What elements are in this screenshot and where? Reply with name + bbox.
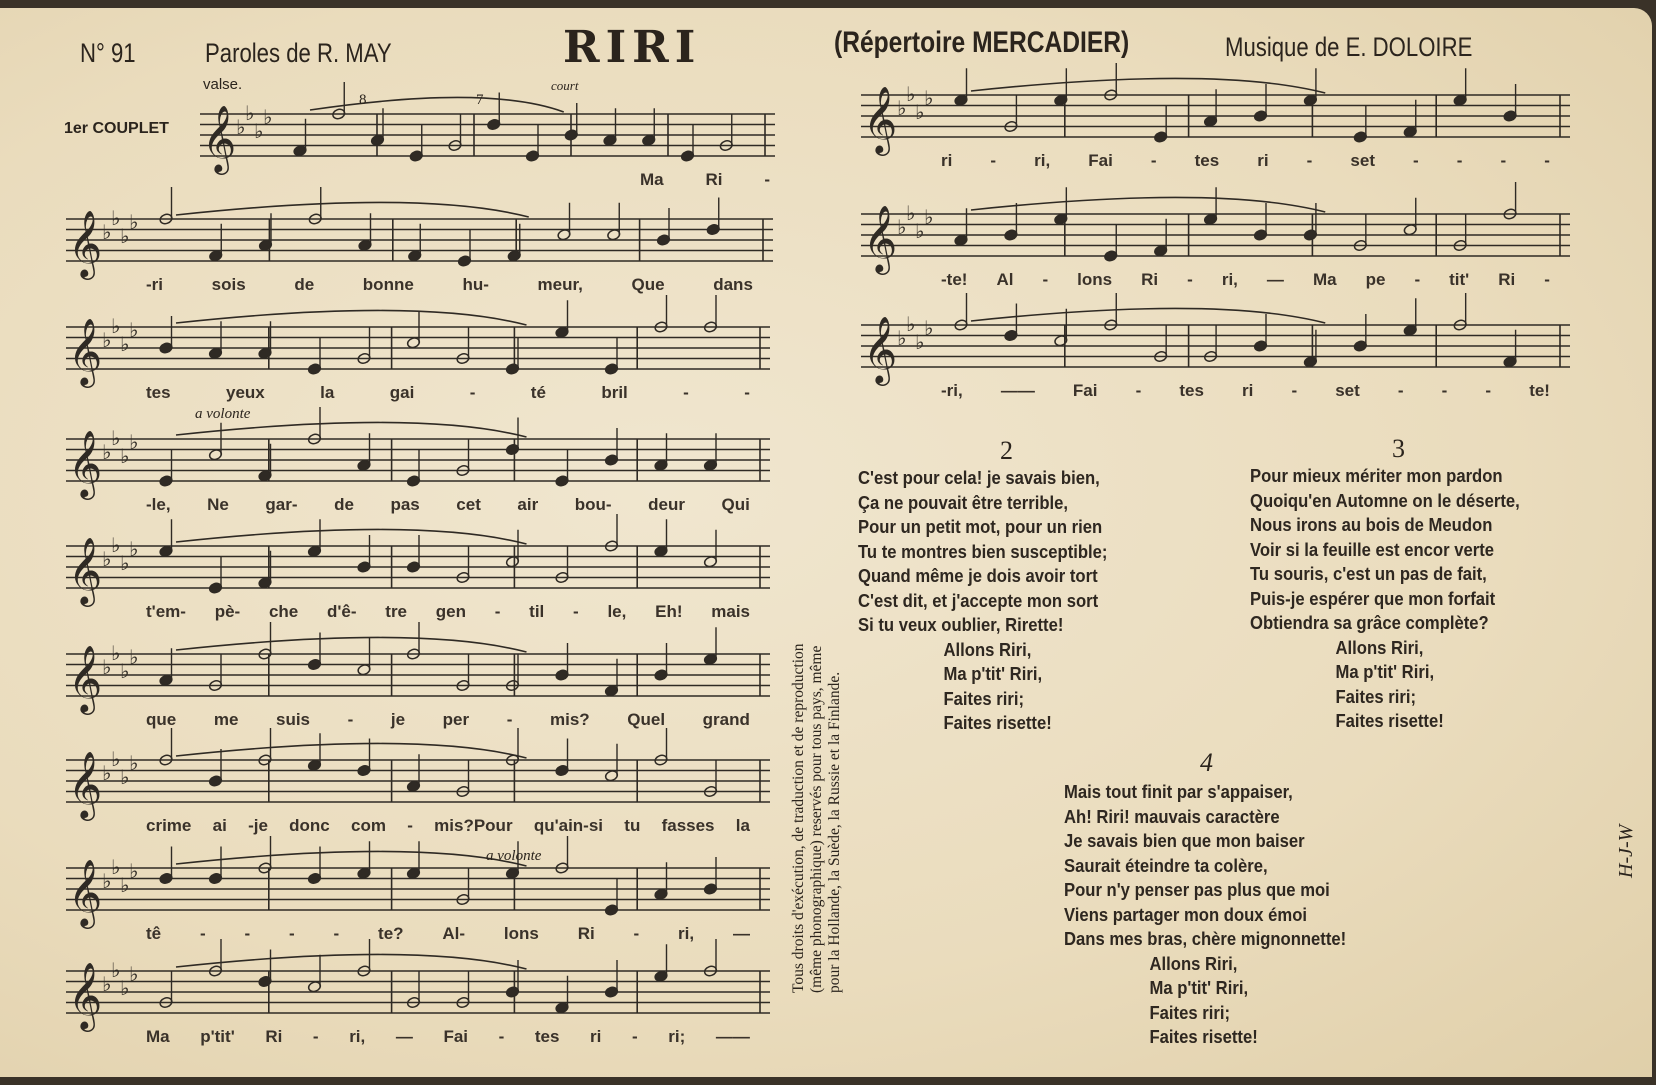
lyric-syllable: mis? xyxy=(550,710,590,729)
treble-clef-icon: 𝄞 xyxy=(68,536,103,604)
flat-icon: ♭ xyxy=(111,426,121,450)
verse-2 xyxy=(858,466,1107,736)
lyric-syllable: - xyxy=(1135,381,1142,400)
lyric-syllable: Ri xyxy=(265,1027,283,1046)
refrain-line: Faites riri; xyxy=(1335,685,1417,707)
verse-line: Tu te montres bien susceptible; xyxy=(858,540,1108,562)
treble-clef-icon: 𝄞 xyxy=(68,317,103,385)
verse-number: 3 xyxy=(1392,434,1405,463)
postcard xyxy=(0,8,1652,1077)
flat-icon: ♭ xyxy=(129,962,139,986)
verse-line: Quoiqu'en Automne on le déserte, xyxy=(1250,489,1520,511)
lyric-syllable: - xyxy=(633,924,640,943)
lyric-syllable: tre xyxy=(385,602,408,621)
lyric-syllable: Qui xyxy=(721,495,750,514)
lyric-syllable: - xyxy=(494,602,501,621)
lyric-syllable: la xyxy=(735,816,750,835)
verse-line: C'est dit, et j'accepte mon sort xyxy=(858,589,1099,611)
lyric-syllable: Eh! xyxy=(655,602,683,621)
refrain-line: Allons Riri, xyxy=(1149,952,1238,974)
verse-line: Pour mieux mériter mon pardon xyxy=(1250,465,1503,486)
lyric-syllable: - xyxy=(289,924,295,943)
refrain-line: Faites risette! xyxy=(1335,710,1444,731)
verse-3 xyxy=(1250,464,1520,734)
lyric-syllable: - xyxy=(244,924,251,943)
copyright-line: pour la Hollande, la Suède, la Russie et la Finlande. xyxy=(826,671,843,993)
lyric-syllable: donc xyxy=(289,816,330,835)
verse-line: Mais tout finit par s'appaiser, xyxy=(1064,781,1293,802)
lyric-syllable: -le, xyxy=(146,495,171,514)
lyric-syllable: ri xyxy=(941,151,953,170)
lyrics-line xyxy=(146,495,750,515)
flat-icon: ♭ xyxy=(120,332,130,356)
repertoire: (Répertoire MERCADIER) xyxy=(834,26,1130,59)
refrain-line: Faites riri; xyxy=(943,687,1025,709)
lyric-syllable: fasses xyxy=(661,816,715,835)
lyric-syllable: Al- xyxy=(442,924,466,943)
refrain-line: Allons Riri, xyxy=(943,638,1032,660)
lyric-syllable: - xyxy=(1441,381,1448,400)
flat-icon: ♭ xyxy=(129,210,139,234)
lyric-syllable: ri, xyxy=(1034,151,1051,170)
refrain-line: Allons Riri, xyxy=(1335,636,1424,658)
lyric-syllable: le, xyxy=(607,602,627,621)
flat-icon: ♭ xyxy=(111,958,121,982)
refrain-line: Ma p'tit' Riri, xyxy=(943,663,1043,684)
lyric-syllable: til xyxy=(529,602,545,621)
lyric-syllable: té xyxy=(530,383,546,402)
lyric-syllable: - xyxy=(1500,151,1507,170)
lyric-syllable: - xyxy=(1306,151,1313,170)
lyric-syllable: pas xyxy=(390,495,420,514)
treble-clef-icon: 𝄞 xyxy=(68,858,103,926)
lyric-syllable: - xyxy=(1413,151,1419,170)
lyric-syllable: — xyxy=(732,924,750,943)
lyric-syllable: tes xyxy=(1179,381,1204,400)
refrain-line: Ma p'tit' Riri, xyxy=(1149,977,1249,998)
verse-number: 2 xyxy=(1000,436,1013,465)
lyrics-line xyxy=(146,1027,750,1047)
flat-icon: ♭ xyxy=(102,655,112,679)
flat-icon: ♭ xyxy=(129,430,139,454)
lyric-syllable: -je xyxy=(248,816,268,835)
refrain-line: Ma p'tit' Riri, xyxy=(1335,661,1435,682)
lyric-syllable: meur, xyxy=(537,275,583,294)
flat-icon: ♭ xyxy=(915,330,925,354)
flat-icon: ♭ xyxy=(102,869,112,893)
lyric-syllable: pè- xyxy=(214,602,241,621)
couplet-label: 1er COUPLET xyxy=(64,120,169,137)
lyric-syllable: - xyxy=(1485,381,1492,400)
lyric-syllable: - xyxy=(990,151,997,170)
copyright-line: Tous droits d'exécution, de traduction et de reproduction xyxy=(790,643,807,993)
lyric-syllable: tu xyxy=(624,816,641,835)
lyricist: Paroles de R. MAY xyxy=(205,38,392,68)
song-number: N° 91 xyxy=(80,38,136,68)
copyright-line: (même phonographique) reservés pour tous pays, même xyxy=(808,645,825,993)
lyric-syllable: bou- xyxy=(574,495,612,514)
treble-clef-icon: 𝄞 xyxy=(68,644,103,712)
flat-icon: ♭ xyxy=(120,444,130,468)
lyric-syllable: ri xyxy=(1257,151,1269,170)
lyric-syllable: - xyxy=(506,710,513,729)
lyric-syllable: p'tit' xyxy=(200,1027,235,1046)
lyric-syllable: set xyxy=(1350,151,1375,170)
publisher-mark: H-J-W xyxy=(1615,824,1637,878)
lyric-syllable: - xyxy=(1187,270,1193,289)
flat-icon: ♭ xyxy=(906,201,916,225)
lyric-syllable: suis xyxy=(276,710,311,729)
flat-icon: ♭ xyxy=(906,82,916,106)
lyric-syllable: per xyxy=(442,710,470,729)
flat-icon: ♭ xyxy=(245,101,255,125)
flat-icon: ♭ xyxy=(915,219,925,243)
flat-icon: ♭ xyxy=(263,105,273,129)
lyric-syllable: -ri xyxy=(146,275,163,294)
flat-icon: ♭ xyxy=(236,115,246,139)
flat-icon: ♭ xyxy=(120,873,130,897)
verse-4 xyxy=(1064,780,1346,1050)
lyric-syllable: - xyxy=(1397,381,1404,400)
lyric-syllable: mis?Pour xyxy=(434,816,513,835)
flat-icon: ♭ xyxy=(102,972,112,996)
refrain-line: Faites risette! xyxy=(943,712,1052,733)
slur xyxy=(176,637,527,652)
verse-line: Viens partager mon doux émoi xyxy=(1064,903,1308,925)
lyric-syllable: — xyxy=(1266,270,1284,289)
lyrics-line xyxy=(640,170,770,190)
lyric-syllable: bril xyxy=(601,383,628,402)
lyric-syllable: de xyxy=(334,495,354,514)
treble-clef-icon: 𝄞 xyxy=(68,961,103,1029)
lyric-syllable: - xyxy=(199,924,206,943)
flat-icon: ♭ xyxy=(120,659,130,683)
lyric-syllable: - xyxy=(1544,151,1550,170)
flat-icon: ♭ xyxy=(129,318,139,342)
verse-line: Pour n'y penser pas plus que moi xyxy=(1064,879,1330,900)
verse-number: 4 xyxy=(1200,748,1213,777)
lyric-syllable: que xyxy=(146,710,177,729)
slur xyxy=(176,202,529,217)
flat-icon: ♭ xyxy=(102,440,112,464)
flat-icon: ♭ xyxy=(129,859,139,883)
lyric-syllable: tes xyxy=(146,383,171,402)
lyric-syllable: pe xyxy=(1365,270,1386,289)
lyric-syllable: te! xyxy=(1529,381,1550,400)
lyric-syllable: Que xyxy=(631,275,665,294)
lyrics-line xyxy=(146,383,750,403)
lyric-syllable: che xyxy=(268,602,299,621)
lyric-syllable: - xyxy=(469,383,476,402)
lyric-syllable: -te! xyxy=(941,270,968,289)
lyric-syllable: —— xyxy=(1000,381,1035,400)
lyric-syllable: - xyxy=(333,924,340,943)
lyric-syllable: cet xyxy=(456,495,481,514)
lyric-syllable: gai xyxy=(389,383,415,402)
lyric-syllable: - xyxy=(312,1027,319,1046)
treble-clef-icon: 𝄞 xyxy=(68,750,103,818)
verse-line: Pour un petit mot, pour un rien xyxy=(858,516,1103,537)
flat-icon: ♭ xyxy=(102,547,112,571)
flat-icon: ♭ xyxy=(915,100,925,124)
lyric-syllable: -ri, xyxy=(941,381,963,400)
treble-clef-icon: 𝄞 xyxy=(68,429,103,497)
lyric-syllable: gen xyxy=(435,602,466,621)
lyric-syllable: je xyxy=(390,710,406,729)
verse-line: Je savais bien que mon baiser xyxy=(1064,830,1305,851)
lyric-syllable: Fai xyxy=(443,1027,468,1046)
lyric-syllable: ri, xyxy=(349,1027,366,1046)
verse-line: C'est pour cela! je savais bien, xyxy=(858,467,1100,488)
lyric-syllable: deur xyxy=(648,495,685,514)
slur xyxy=(971,78,1325,93)
flat-icon: ♭ xyxy=(120,976,130,1000)
treble-clef-icon: 𝄞 xyxy=(863,204,898,272)
lyric-syllable: qu'ain-si xyxy=(533,816,604,835)
lyric-syllable: d'ê- xyxy=(326,602,357,621)
flat-icon: ♭ xyxy=(129,645,139,669)
lyric-syllable: lons xyxy=(1077,270,1113,289)
lyrics-line xyxy=(941,381,1550,401)
slur xyxy=(971,308,1325,323)
flat-icon: ♭ xyxy=(102,761,112,785)
flat-icon: ♭ xyxy=(906,312,916,336)
lyrics-line xyxy=(941,270,1550,290)
copyright-notice xyxy=(790,644,844,994)
treble-clef-icon: 𝄞 xyxy=(863,315,898,383)
lyric-syllable: yeux xyxy=(225,383,265,402)
flat-icon: ♭ xyxy=(111,641,121,665)
lyric-syllable: air xyxy=(517,495,539,514)
lyric-syllable: te? xyxy=(378,924,404,943)
slur xyxy=(176,743,527,758)
flat-icon: ♭ xyxy=(897,326,907,350)
slur xyxy=(310,97,564,112)
verse-line: Saurait éteindre ta colère, xyxy=(1064,854,1268,876)
lyrics-line xyxy=(146,924,750,944)
lyrics-line xyxy=(146,602,750,622)
lyric-syllable: - xyxy=(764,170,770,189)
lyric-syllable: - xyxy=(1544,270,1550,289)
lyrics-line xyxy=(146,710,750,730)
lyric-syllable: tit' xyxy=(1449,270,1470,289)
lyric-syllable: crime xyxy=(146,816,192,835)
lyric-syllable: ri xyxy=(1242,381,1254,400)
lyric-syllable: Ri xyxy=(577,924,595,943)
lyric-syllable: Ri xyxy=(1498,270,1516,289)
lyric-syllable: lons xyxy=(503,924,539,943)
flat-icon: ♭ xyxy=(111,747,121,771)
court-marking: court xyxy=(551,78,579,93)
lyric-syllable: ri; xyxy=(668,1027,686,1046)
treble-clef-icon: 𝄞 xyxy=(202,104,237,172)
lyric-syllable: - xyxy=(1042,270,1049,289)
flat-icon: ♭ xyxy=(111,533,121,557)
lyric-syllable: mais xyxy=(711,602,750,621)
lyric-syllable: la xyxy=(320,383,335,402)
flat-icon: ♭ xyxy=(102,220,112,244)
verse-line: Dans mes bras, chère mignonnette! xyxy=(1064,928,1347,949)
lyric-syllable: sois xyxy=(211,275,246,294)
verse-line: Ça ne pouvait être terrible, xyxy=(858,491,1069,513)
slur xyxy=(176,310,527,325)
slur xyxy=(971,197,1325,212)
lyric-syllable: - xyxy=(744,383,750,402)
lyric-syllable: t'em- xyxy=(146,602,186,621)
flat-icon: ♭ xyxy=(111,206,121,230)
lyric-syllable: Ma xyxy=(146,1027,170,1046)
verse-line: Quand même je dois avoir tort xyxy=(858,565,1098,586)
flat-icon: ♭ xyxy=(111,314,121,338)
rest-count-8: 8 xyxy=(359,92,367,108)
flat-icon: ♭ xyxy=(102,328,112,352)
verse-line: Ah! Riri! mauvais caractère xyxy=(1064,805,1280,827)
composer: Musique de E. DOLOIRE xyxy=(1225,32,1473,62)
lyric-syllable: ri, xyxy=(1221,270,1238,289)
flat-icon: ♭ xyxy=(254,119,264,143)
lyric-syllable: — xyxy=(395,1027,413,1046)
lyrics-line xyxy=(941,151,1550,171)
refrain-line: Faites riri; xyxy=(1149,1001,1231,1023)
lyrics-line xyxy=(146,275,753,295)
lyrics-line xyxy=(146,816,750,836)
lyric-syllable: set xyxy=(1335,381,1360,400)
slur xyxy=(176,954,527,969)
lyric-syllable: tes xyxy=(1194,151,1220,170)
lyric-syllable: - xyxy=(407,816,413,835)
lyric-syllable: —— xyxy=(715,1027,750,1046)
flat-icon: ♭ xyxy=(924,316,934,340)
a-volonte-marking: a volonte xyxy=(486,848,542,864)
flat-icon: ♭ xyxy=(120,765,130,789)
flat-icon: ♭ xyxy=(120,551,130,575)
flat-icon: ♭ xyxy=(129,537,139,561)
lyric-syllable: tê xyxy=(146,924,162,943)
lyric-syllable: - xyxy=(1456,151,1463,170)
lyric-syllable: Quel xyxy=(627,710,666,729)
lyric-syllable: gar- xyxy=(265,495,298,514)
a-volonte-marking: a volonte xyxy=(195,406,251,422)
flat-icon: ♭ xyxy=(924,205,934,229)
rest-count-7: 7 xyxy=(476,92,484,108)
verse-line: Puis-je espérer que mon forfait xyxy=(1250,587,1496,609)
slur xyxy=(176,851,527,866)
slur xyxy=(176,529,527,544)
slur xyxy=(176,422,527,437)
lyric-syllable: com xyxy=(351,816,386,835)
verse-line: Voir si la feuille est encor verte xyxy=(1250,538,1494,560)
lyric-syllable: Ma xyxy=(640,170,664,189)
flat-icon: ♭ xyxy=(897,96,907,120)
flat-icon: ♭ xyxy=(897,215,907,239)
lyric-syllable: - xyxy=(1414,270,1421,289)
lyric-syllable: Ne xyxy=(207,495,229,514)
lyric-syllable: - xyxy=(498,1027,505,1046)
flat-icon: ♭ xyxy=(111,855,121,879)
tempo-marking: valse. xyxy=(203,76,243,93)
lyric-syllable: hu- xyxy=(462,275,489,294)
verse-line: Nous irons au bois de Meudon xyxy=(1250,514,1493,535)
flat-icon: ♭ xyxy=(120,224,130,248)
lyric-syllable: ri xyxy=(590,1027,602,1046)
lyric-syllable: - xyxy=(573,602,579,621)
lyric-syllable: de xyxy=(294,275,315,294)
song-title: RIRI xyxy=(563,22,702,73)
lyric-syllable: Ri xyxy=(705,170,723,189)
lyric-syllable: - xyxy=(683,383,689,402)
refrain-line: Faites risette! xyxy=(1149,1026,1258,1047)
lyric-syllable: ai xyxy=(212,816,227,835)
verse-line: Si tu veux oublier, Rirette! xyxy=(858,614,1064,635)
lyric-syllable: dans xyxy=(713,275,753,294)
lyric-syllable: Al xyxy=(996,270,1014,289)
lyric-syllable: tes xyxy=(534,1027,560,1046)
lyric-syllable: ri, xyxy=(678,924,695,943)
lyric-syllable: Fai xyxy=(1072,381,1098,400)
treble-clef-icon: 𝄞 xyxy=(863,85,898,153)
treble-clef-icon: 𝄞 xyxy=(68,209,103,277)
lyric-syllable: - xyxy=(631,1027,638,1046)
flat-icon: ♭ xyxy=(129,751,139,775)
lyric-syllable: - xyxy=(1291,381,1298,400)
lyric-syllable: bonne xyxy=(362,275,414,294)
lyric-syllable: Fai xyxy=(1088,151,1113,170)
lyric-syllable: Ri xyxy=(1141,270,1159,289)
verse-line: Obtiendra sa grâce complète? xyxy=(1250,612,1489,633)
lyric-syllable: grand xyxy=(702,710,750,729)
lyric-syllable: - xyxy=(347,710,354,729)
flat-icon: ♭ xyxy=(924,86,934,110)
lyric-syllable: me xyxy=(213,710,239,729)
lyric-syllable: Ma xyxy=(1312,270,1337,289)
lyric-syllable: - xyxy=(1150,151,1157,170)
verse-line: Tu souris, c'est un pas de fait, xyxy=(1250,563,1487,584)
